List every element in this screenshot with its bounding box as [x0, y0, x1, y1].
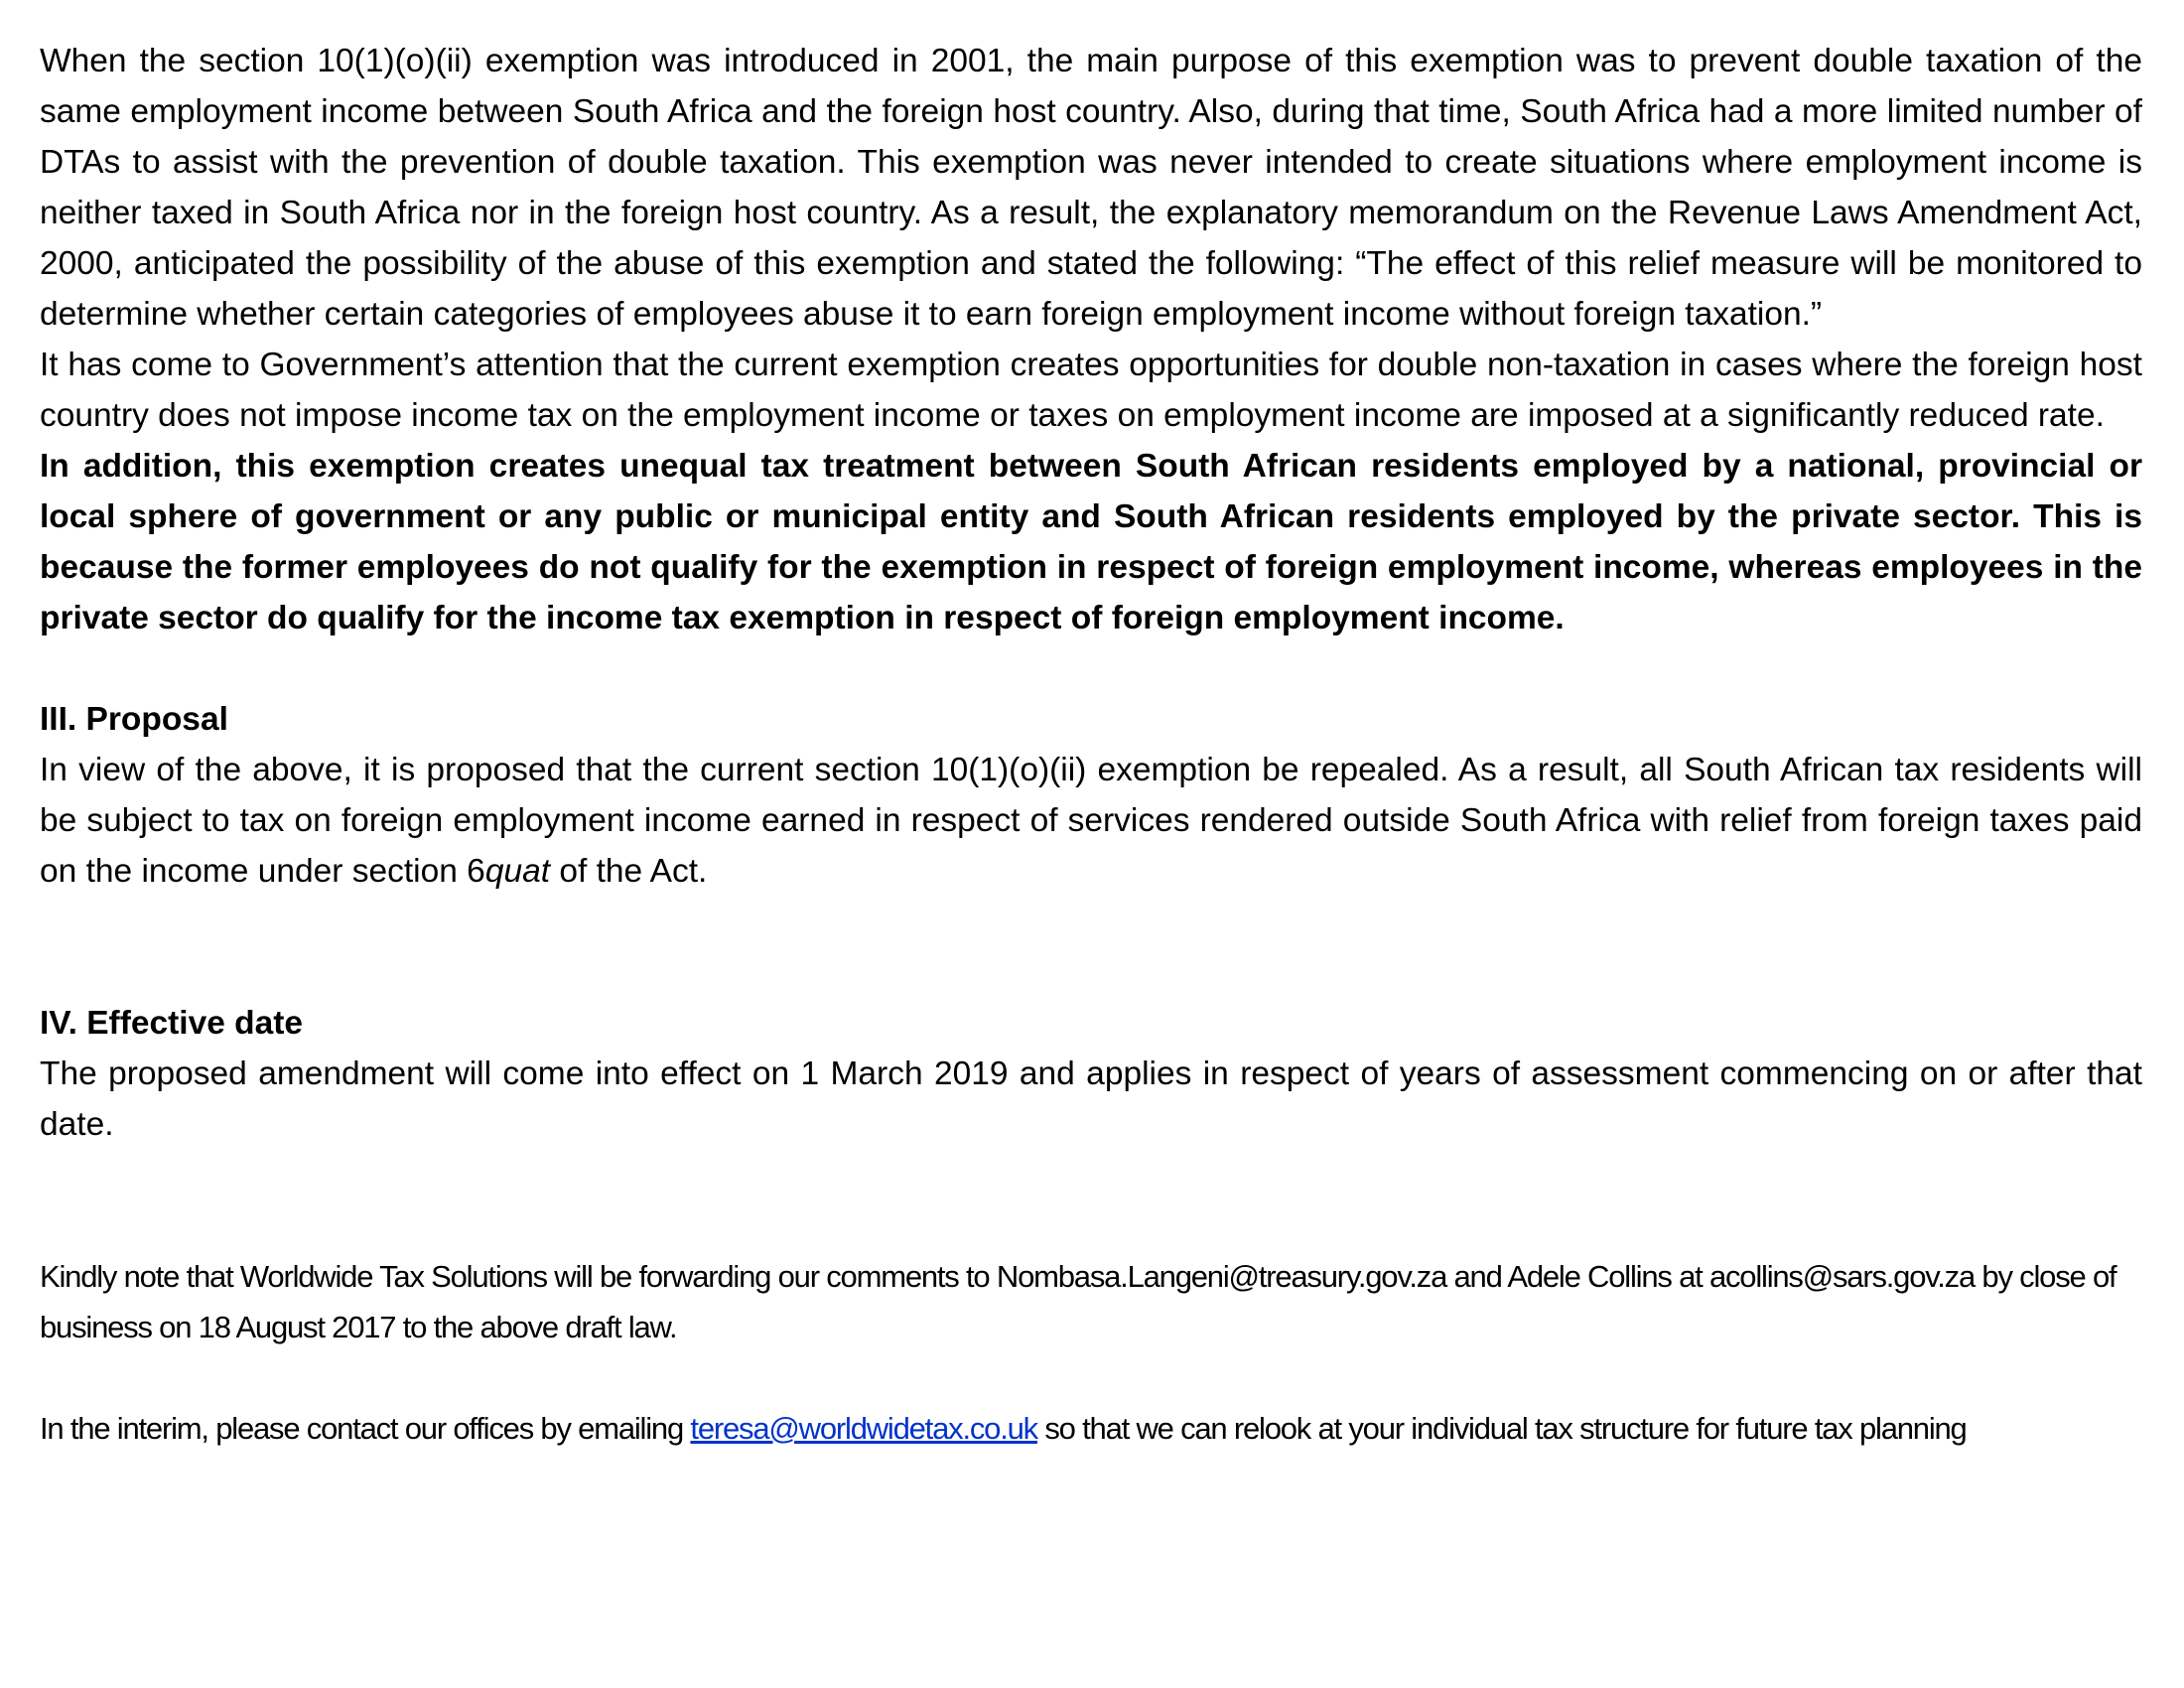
- effective-date-paragraph: The proposed amendment will come into effect on 1 March 2019 and applies in respect of years of assessment commencing on or after that date.: [40, 1055, 2142, 1143]
- document-page: [40, 36, 2142, 1454]
- spacer: [40, 1150, 2142, 1251]
- background-paragraph-2: It has come to Government’s attention that the current exemption creates opportunities for double non-taxation in cases where the foreign host country does not impose income tax on the employment income or taxes on employment income are imposed at a significantly reduced rate.: [40, 347, 2142, 434]
- contact-email-link[interactable]: teresa@worldwidetax.co.uk: [690, 1411, 1037, 1446]
- contact-note-text-end: so that we can relook at your individual tax structure for future tax planning: [1036, 1411, 1967, 1446]
- proposal-text-end: of the Act.: [550, 853, 708, 890]
- spacer: [40, 897, 2142, 998]
- background-paragraph-3: In addition, this exemption creates unequal tax treatment between South African residents employed by a national, provincial or local sphere of government or any public or municipal entity and South African residents employed by the private sector. This is because the former employees do not qualify for the exemption in respect of foreign employment income, whereas employees in the private sector do qualify for the income tax exemption in respect of foreign employment income.: [40, 448, 2142, 636]
- proposal-italic-term: quat: [484, 853, 551, 890]
- spacer: [40, 1352, 2142, 1403]
- contact-note-text: In the interim, please contact our offices by emailing: [40, 1411, 691, 1446]
- proposal-paragraph: [40, 745, 2142, 897]
- background-paragraph-1: When the section 10(1)(o)(ii) exemption was introduced in 2001, the main purpose of this exemption was to prevent double taxation of the same employment income between South Africa and the foreign host country. Also, during that time, South Africa had a more limited number of DTAs to assist with the prevention of double taxation. This exemption was never intended to create situations where employment income is neither taxed in South Africa nor in the foreign host country. As a result, the explanatory memorandum on the Revenue Laws Amendment Act, 2000, anticipated the possibility of the abuse of this exemption and stated the following: “The effect of this relief measure will be monitored to determine whether certain categories of employees abuse it to earn foreign employment income without foreign taxation.”: [40, 43, 2142, 333]
- effective-date-heading: IV. Effective date: [40, 1005, 304, 1042]
- proposal-heading: III. Proposal: [40, 701, 228, 738]
- spacer: [40, 643, 2142, 694]
- proposal-text: In view of the above, it is proposed that the current section 10(1)(o)(ii) exemption be repealed. As a result, all South African tax residents will be subject to tax on foreign employment income earned in respect of services rendered outside South Africa with relief from foreign taxes paid on the income under section 6: [40, 752, 2142, 890]
- contact-note: [40, 1403, 2142, 1454]
- forwarding-note: Kindly note that Worldwide Tax Solutions will be forwarding our comments to Nombasa.Langeni@treasury.gov.za and Adele Collins at acollins@sars.gov.za by close of business on 18 August 2017 to the above draft law.: [40, 1259, 2116, 1344]
